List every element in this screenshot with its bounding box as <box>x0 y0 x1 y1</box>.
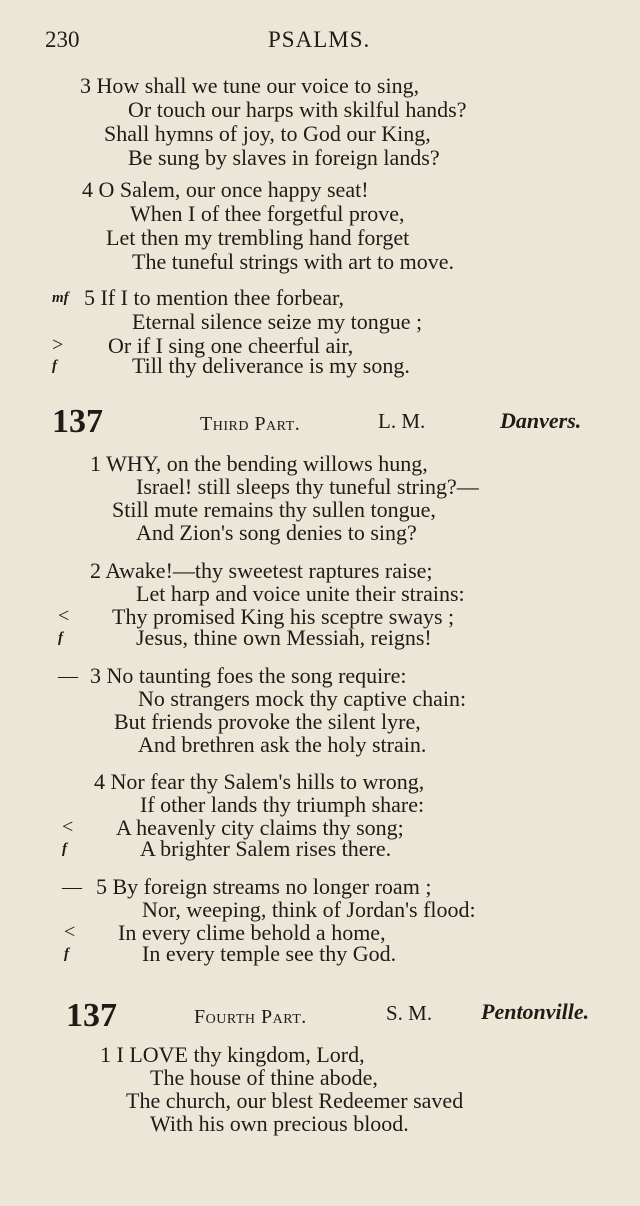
verse-line: Let then my trembling hand forget <box>106 225 410 250</box>
verse-line: Or touch our harps with skilful hands? <box>128 97 467 122</box>
verse-line: Nor, weeping, think of Jordan's flood: <box>142 897 476 922</box>
verse-line: 5 By foreign streams no longer roam ; <box>96 874 432 899</box>
verse-line: And Zion's song denies to sing? <box>136 520 417 545</box>
hymn-meter: L. M. <box>378 409 426 433</box>
dynamic-mark: f <box>58 630 63 646</box>
verse-line: 5 If I to mention thee forbear, <box>84 285 344 310</box>
verse-line: With his own precious blood. <box>150 1111 409 1136</box>
decrescendo-mark: > <box>52 334 64 356</box>
verse-line: Thy promised King his sceptre sways ; <box>112 604 455 629</box>
verse-line: Let harp and voice unite their strains: <box>136 581 465 606</box>
verse-line: The tuneful strings with art to move. <box>132 249 454 274</box>
dynamic-mark: f <box>52 358 57 374</box>
verse-line: Be sung by slaves in foreign lands? <box>128 145 440 170</box>
hymn-part: Third Part. <box>200 413 301 435</box>
dash-mark: — <box>58 665 78 687</box>
page-number: 230 <box>45 27 80 52</box>
tune-name: Danvers. <box>500 408 582 433</box>
verse-line: The church, our blest Redeemer saved <box>126 1088 464 1113</box>
tune-name: Pentonville. <box>481 999 590 1024</box>
hymn-number: 137 <box>52 403 103 440</box>
verse-line: When I of thee forgetful prove, <box>130 201 405 226</box>
hymn-meter: S. M. <box>386 1001 433 1025</box>
verse-line: A heavenly city claims thy song; <box>116 815 404 840</box>
dash-mark: — <box>62 876 82 898</box>
verse-line: 1 I LOVE thy kingdom, Lord, <box>100 1042 365 1067</box>
verse-line: And brethren ask the holy strain. <box>138 732 427 757</box>
verse-line: In every temple see thy God. <box>142 941 397 966</box>
verse-line: A brighter Salem rises there. <box>140 836 392 861</box>
verse-line: Jesus, thine own Messiah, reigns! <box>136 625 432 650</box>
verse-line: If other lands thy triumph share: <box>140 792 425 817</box>
verse-line: But friends provoke the silent lyre, <box>114 709 421 734</box>
dynamic-mark: f <box>64 946 69 962</box>
hymn-number: 137 <box>66 997 117 1034</box>
verse-line: 3 No taunting foes the song require: <box>90 663 407 688</box>
verse-line: In every clime behold a home, <box>118 920 386 945</box>
verse-line: No strangers mock thy captive chain: <box>138 686 467 711</box>
verse-line: The house of thine abode, <box>150 1065 378 1090</box>
verse-line: 3 How shall we tune our voice to sing, <box>80 73 420 98</box>
verse-line: 2 Awake!—thy sweetest raptures raise; <box>90 558 433 583</box>
verse-line: 4 O Salem, our once happy seat! <box>82 177 369 202</box>
verse-line: Israel! still sleeps thy tuneful string?— <box>136 474 479 499</box>
verse-line: 1 WHY, on the bending willows hung, <box>90 451 428 476</box>
verse-line: Still mute remains thy sullen tongue, <box>112 497 436 522</box>
hymn-part: Fourth Part. <box>194 1006 307 1028</box>
crescendo-mark: < <box>64 921 76 943</box>
verse-line: Till thy deliverance is my song. <box>132 353 410 378</box>
verse-line: 4 Nor fear thy Salem's hills to wrong, <box>94 769 425 794</box>
crescendo-mark: < <box>58 605 70 627</box>
crescendo-mark: < <box>62 816 74 838</box>
dynamic-mark: mf <box>52 290 69 306</box>
verse-line: Shall hymns of joy, to God our King, <box>104 121 431 146</box>
running-title: PSALMS. <box>268 27 371 52</box>
verse-line: Or if I sing one cheerful air, <box>108 333 354 358</box>
verse-line: Eternal silence seize my tongue ; <box>132 309 423 334</box>
dynamic-mark: f <box>62 841 67 857</box>
